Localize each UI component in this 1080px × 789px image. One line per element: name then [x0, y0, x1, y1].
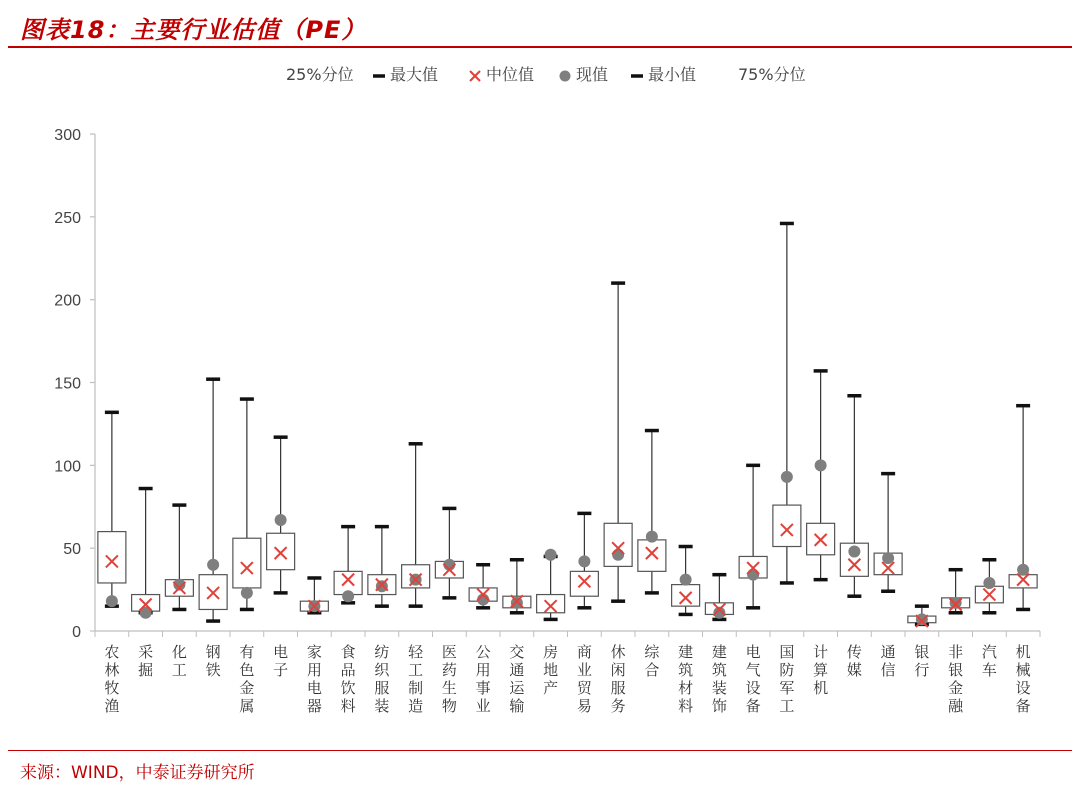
y-tick-label: 300: [54, 127, 81, 144]
box-11: [435, 508, 463, 597]
iqr-box: [672, 585, 700, 607]
category-label: 纺织服装: [374, 643, 390, 715]
current-value-dot: [1017, 564, 1029, 576]
category-label: 交通运输: [509, 643, 525, 715]
current-value-dot: [781, 471, 793, 483]
iqr-box: [570, 571, 598, 596]
legend-label: 最小值: [648, 65, 697, 84]
y-tick-label: 0: [72, 624, 81, 641]
current-value-dot: [545, 549, 557, 561]
box-4: [199, 379, 227, 621]
y-tick-label: 200: [54, 292, 81, 310]
current-value-dot: [815, 459, 827, 471]
legend-label: 中位值: [486, 65, 535, 84]
y-tick-label: 50: [63, 541, 81, 559]
category-label: 家用电器: [306, 643, 322, 715]
category-label: 汽车: [981, 643, 997, 679]
category-label: 农林牧渔: [104, 643, 120, 715]
category-label: 休闲服务: [610, 643, 626, 715]
box-27: [975, 560, 1003, 613]
box-24: [874, 474, 902, 592]
category-label: 建筑材料: [678, 643, 694, 715]
legend-label: 现值: [576, 65, 609, 84]
box-21: [773, 223, 801, 582]
current-value-dot: [275, 514, 287, 526]
current-value-dot: [342, 590, 354, 602]
y-tick-label: 150: [54, 375, 81, 393]
current-value-dot: [511, 597, 523, 609]
iqr-box: [537, 595, 565, 613]
category-label: 房地产: [543, 643, 559, 697]
category-label: 计算机: [813, 643, 829, 697]
category-label: 传媒: [846, 643, 862, 679]
box-7: [300, 578, 328, 613]
box-5: [233, 399, 261, 609]
category-label: 轻工制造: [408, 643, 424, 715]
current-value-dot: [950, 597, 962, 609]
category-label: 采掘: [138, 643, 154, 679]
box-13: [503, 560, 531, 613]
legend-label: 25%分位: [286, 65, 354, 84]
box-2: [132, 489, 160, 619]
box-15: [570, 513, 598, 607]
footer-rule: [8, 750, 1072, 751]
box-16: [604, 283, 632, 601]
box-6: [267, 437, 295, 593]
category-label: 食品饮料: [340, 643, 356, 715]
category-label: 银行: [914, 643, 930, 679]
current-value-dot: [376, 580, 388, 592]
box-10: [402, 444, 430, 606]
category-label: 化工: [171, 643, 187, 679]
category-label: 通信: [880, 643, 896, 679]
current-value-dot: [983, 577, 995, 589]
current-value-dot: [848, 545, 860, 557]
box-17: [638, 431, 666, 593]
current-value-dot: [916, 613, 928, 625]
legend-label: 最大值: [390, 65, 439, 84]
box-20: [739, 465, 767, 607]
category-label: 国防军工: [779, 643, 795, 715]
box-9: [368, 527, 396, 607]
current-value-dot: [612, 549, 624, 561]
box-22: [807, 371, 835, 580]
category-label: 有色金属: [239, 643, 255, 715]
current-value-dot: [106, 595, 118, 607]
box-8: [334, 527, 362, 603]
box-12: [469, 565, 497, 608]
y-tick-label: 250: [54, 209, 81, 227]
category-label: 医药生物: [441, 643, 457, 715]
iqr-box: [638, 540, 666, 571]
box-26: [942, 570, 970, 613]
current-value-dot: [646, 531, 658, 543]
category-label: 公用事业: [475, 643, 491, 715]
legend-label: 75%分位: [738, 65, 806, 84]
current-value-dot: [241, 587, 253, 599]
current-value-dot: [680, 574, 692, 586]
category-label: 钢铁: [205, 643, 221, 679]
box-23: [840, 396, 868, 596]
category-label: 建筑装饰: [711, 643, 727, 715]
box-19: [705, 575, 733, 620]
source-note: 来源：WIND，中泰证券研究所: [20, 763, 255, 783]
category-label: 机械设备: [1015, 643, 1031, 715]
category-label: 商业贸易: [576, 643, 592, 715]
iqr-box: [267, 533, 295, 569]
iqr-box: [1009, 575, 1037, 588]
box-28: [1009, 406, 1037, 610]
box-25: [908, 606, 936, 627]
iqr-box: [773, 505, 801, 546]
chart-title: 图表18：主要行业估值（PE）: [20, 16, 367, 44]
y-tick-label: 100: [54, 458, 81, 476]
category-label: 电子: [273, 643, 289, 679]
current-value-dot: [207, 559, 219, 571]
box-3: [165, 505, 193, 609]
current-value-dot: [578, 555, 590, 567]
iqr-box: [98, 532, 126, 583]
iqr-box: [233, 538, 261, 588]
category-label: 电气设备: [745, 643, 761, 715]
category-label: 非银金融: [948, 643, 964, 715]
box-14: [537, 549, 565, 620]
category-label: 综合: [644, 643, 660, 679]
box-18: [672, 547, 700, 615]
current-value-dot: [882, 552, 894, 564]
current-value-dot: [747, 569, 759, 581]
box-1: [98, 412, 126, 607]
